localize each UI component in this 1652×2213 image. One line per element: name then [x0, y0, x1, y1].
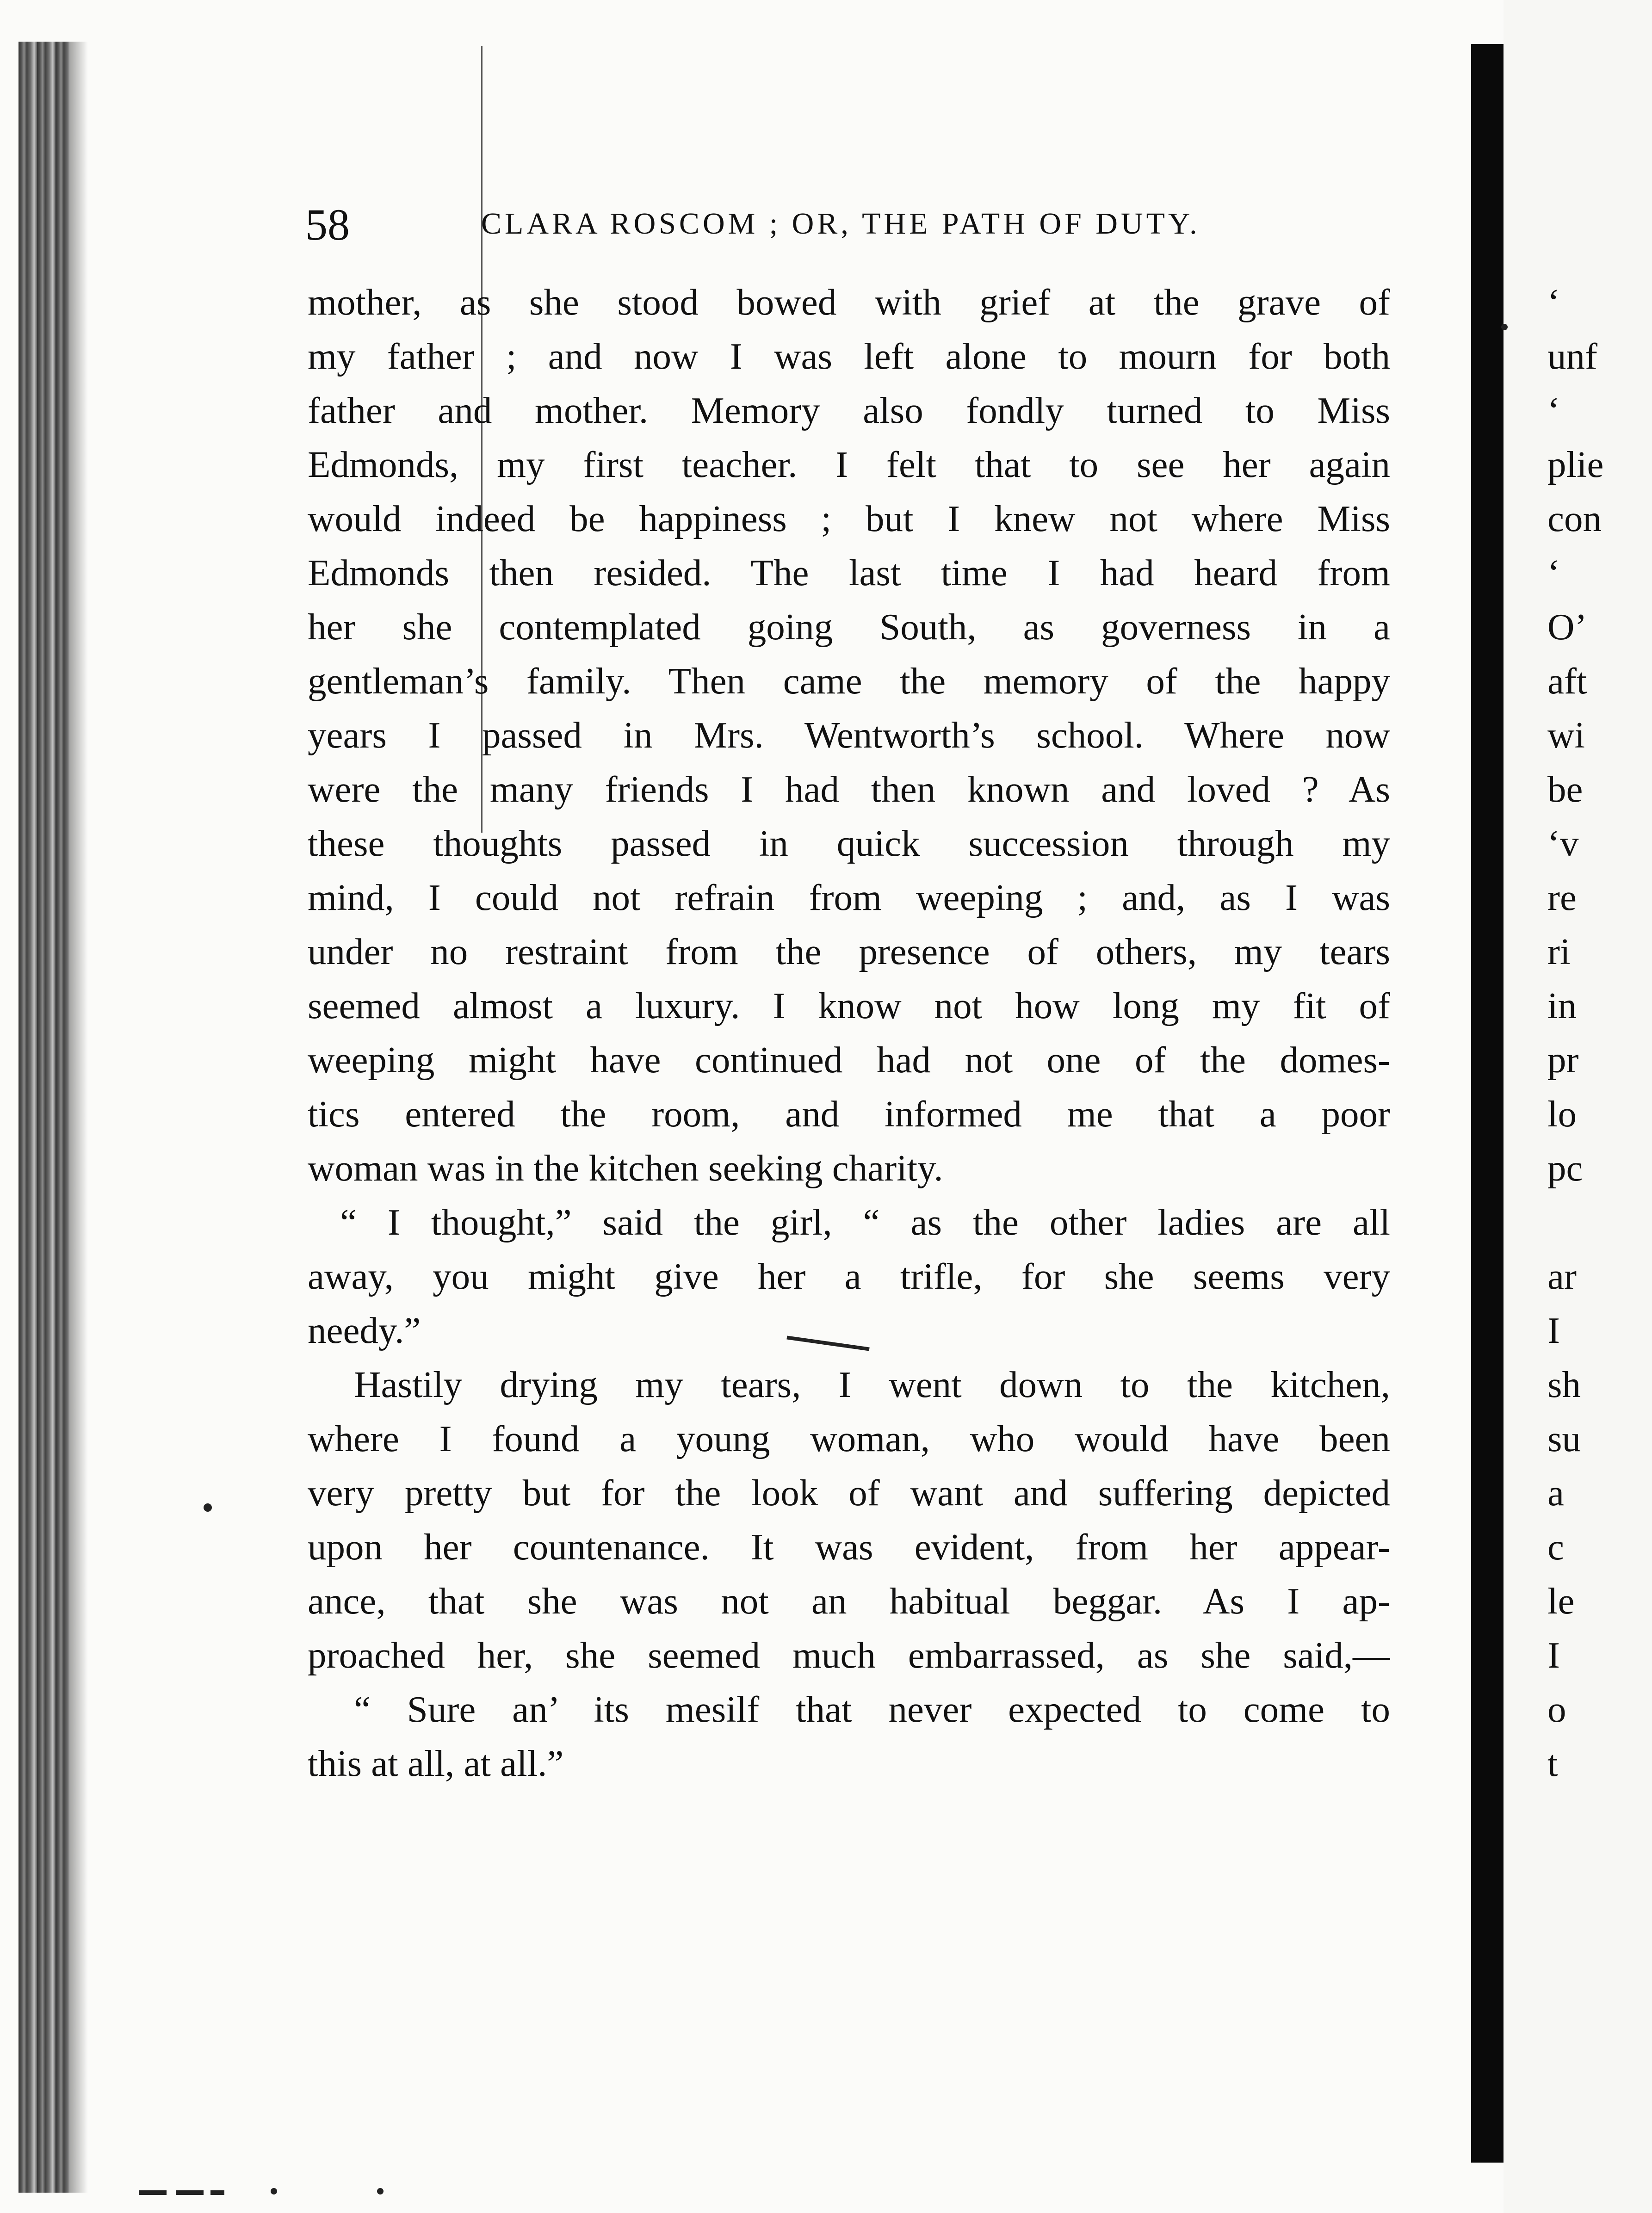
speck: [1501, 324, 1508, 330]
facing-page-fragment: ‘: [1547, 389, 1560, 431]
facing-page-fragment: I: [1547, 1634, 1560, 1676]
text-line: her she contemplated going South, as governess in a: [308, 606, 1390, 648]
binding-shadow-fade: [69, 42, 88, 2193]
facing-page-fragment: o: [1547, 1688, 1566, 1730]
text-line: Hastily drying my tears, I went down to the kitchen,: [354, 1364, 1390, 1405]
text-line: seemed almost a luxury. I know not how long my fit of: [308, 985, 1390, 1026]
text-line: Edmonds then resided. The last time I had heard from: [308, 552, 1390, 593]
facing-page-fragment: ‘: [1547, 552, 1560, 593]
text-line: very pretty but for the look of want and suffering depicted: [308, 1472, 1390, 1514]
facing-page-fragment: unf: [1547, 335, 1597, 377]
facing-page-fragment: su: [1547, 1418, 1581, 1459]
page-edge-shadow: [1471, 44, 1504, 2163]
text-line: were the many friends I had then known and loved ? As: [308, 768, 1390, 810]
text-line: away, you might give her a trifle, for she seems very: [308, 1255, 1390, 1297]
facing-page-fragment: aft: [1547, 660, 1587, 702]
speck: [204, 1503, 212, 1512]
facing-page-fragment: sh: [1547, 1364, 1581, 1405]
text-line: tics entered the room, and informed me that a poor: [308, 1093, 1390, 1135]
text-line: Edmonds, my first teacher. I felt that to see her again: [308, 444, 1390, 485]
facing-page-fragment: in: [1547, 985, 1577, 1026]
facing-page-fragment: ‘v: [1547, 822, 1579, 864]
facing-page-fragment: c: [1547, 1526, 1564, 1568]
text-line: ance, that she was not an habitual beggar. As I ap-: [308, 1580, 1390, 1622]
facing-page-fragment: wi: [1547, 714, 1585, 756]
facing-page-fragment: O’: [1547, 606, 1587, 648]
facing-page-fragment: ar: [1547, 1255, 1577, 1297]
text-line: woman was in the kitchen seeking charity.: [308, 1147, 943, 1189]
speck: [139, 2190, 167, 2195]
text-line: gentleman’s family. Then came the memory of the happy: [308, 660, 1390, 702]
facing-page-fragment: plie: [1547, 444, 1604, 485]
facing-page-fragment: le: [1547, 1580, 1575, 1622]
text-line: “ Sure an’ its mesilf that never expected to come to: [354, 1688, 1390, 1730]
facing-page-fragment: ‘: [1547, 281, 1560, 323]
text-line: upon her countenance. It was evident, from her appear-: [308, 1526, 1390, 1568]
facing-page-fragment: I: [1547, 1310, 1560, 1351]
text-line: would indeed be happiness ; but I knew not where Miss: [308, 498, 1390, 539]
text-line: where I found a young woman, who would have been: [308, 1418, 1390, 1459]
facing-page-fragment: [1547, 1195, 1652, 1249]
body-text: [308, 275, 1390, 1791]
facing-page-fragment: lo: [1547, 1093, 1577, 1135]
facing-page-fragment: a: [1547, 1472, 1564, 1514]
text-line: under no restraint from the presence of others, my tears: [308, 931, 1390, 972]
text-line: weeping might have continued had not one of the domes-: [308, 1039, 1390, 1081]
text-line: needy.”: [308, 1310, 421, 1351]
text-line: “ I thought,” said the girl, “ as the other ladies are all: [340, 1201, 1390, 1243]
page-header: [305, 199, 1397, 250]
page-number: 58: [305, 200, 350, 249]
text-line: these thoughts passed in quick succession through my: [308, 822, 1390, 864]
facing-page-fragment: re: [1547, 877, 1577, 918]
text-line: this at all, at all.”: [308, 1743, 564, 1784]
facing-page-fragment: con: [1547, 498, 1602, 539]
facing-page-fragment: pr: [1547, 1039, 1579, 1081]
text-line: years I passed in Mrs. Wentworth’s school. Where now: [308, 714, 1390, 756]
binding-shadow: [19, 42, 69, 2193]
speck: [210, 2190, 224, 2195]
text-line: mother, as she stood bowed with grief at the grave of: [308, 281, 1390, 323]
facing-page-fragment: t: [1547, 1743, 1558, 1784]
speck: [176, 2190, 204, 2195]
facing-page-text: [1547, 275, 1652, 1791]
text-line: my father ; and now I was left alone to mourn for both: [308, 335, 1390, 377]
facing-page-fragment: pc: [1547, 1147, 1583, 1189]
facing-page-fragment: ri: [1547, 931, 1571, 972]
speck: [271, 2188, 277, 2194]
facing-page-fragment: be: [1547, 768, 1583, 810]
speck: [377, 2188, 384, 2194]
running-title: CLARA ROSCOM ; OR, THE PATH OF DUTY.: [481, 207, 1200, 241]
text-line: proached her, she seemed much embarrassed, as she said,—: [308, 1634, 1390, 1676]
text-line: mind, I could not refrain from weeping ; and, as I was: [308, 877, 1390, 918]
text-line: father and mother. Memory also fondly turned to Miss: [308, 389, 1390, 431]
